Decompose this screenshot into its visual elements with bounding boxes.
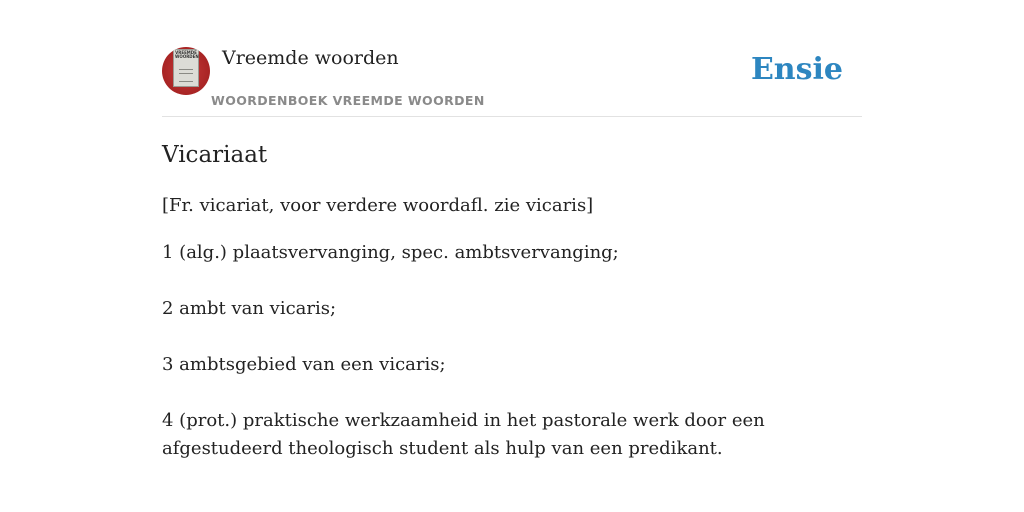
- site-subtitle: WOORDENBOEK VREEMDE WOORDEN: [211, 93, 485, 108]
- definition-item: 2 ambt van vicaris;: [162, 298, 337, 319]
- page: [162, 0, 862, 512]
- definition-item: 1 (alg.) plaatsvervanging, spec. ambtsvervanging;: [162, 242, 619, 263]
- avatar[interactable]: [162, 47, 210, 95]
- site-title[interactable]: Vreemde woorden: [222, 47, 399, 69]
- definition-item: 4 (prot.) praktische werkzaamheid in het pastorale werk door een afgestudeerd theologisch student als hulp van een predikant.: [162, 410, 765, 459]
- book-cover-icon: [173, 49, 199, 87]
- ensie-logo-link[interactable]: Ensie: [750, 52, 843, 87]
- book-cover-line: [179, 73, 193, 74]
- book-cover-line: [179, 69, 193, 70]
- header: [162, 44, 862, 117]
- definition-item: 3 ambtsgebied van een vicaris;: [162, 354, 446, 375]
- entry-title: Vicariaat: [162, 142, 268, 168]
- book-cover-title: VREEMDE WOORDEN: [175, 50, 199, 59]
- etymology: [Fr. vicariat, voor verdere woordafl. zie vicaris]: [162, 195, 594, 216]
- book-cover-line: [179, 81, 193, 82]
- entry-content: [162, 192, 862, 491]
